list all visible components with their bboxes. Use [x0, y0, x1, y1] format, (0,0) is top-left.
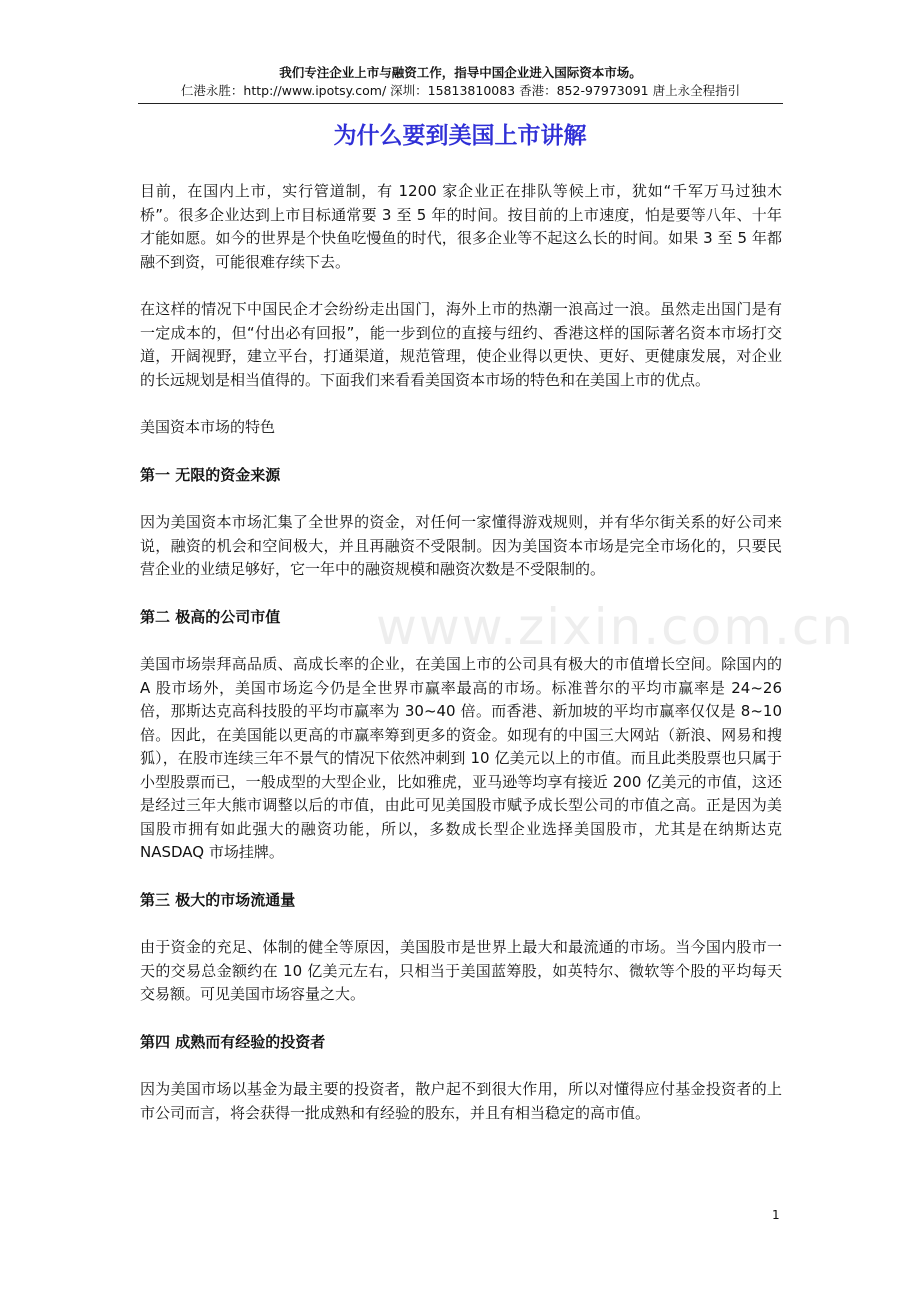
- document-title: 为什么要到美国上市讲解: [333, 123, 587, 149]
- header-tagline: 我们专注企业上市与融资工作，指导中国企业进入国际资本市场。: [279, 65, 642, 80]
- section-heading-2: 第二 极高的公司市值: [140, 607, 281, 626]
- section-body-2: 美国市场崇拜高品质、高成长率的企业，在美国上市的公司具有极大的市值增长空间。除国内的 A 股市场外，美国市场迄今仍是全世界市赢率最高的市场。标准普尔的平均市赢率是 24~26 倍，那斯达克高科技股的平均市赢率为 30~40 倍。而香港、新加坡的平均市赢率仅仅是 8~10 倍。因此，在美国能以更高的市赢率筹到更多的资金。如现有的中国三大网站（新浪、网易和搜狐），在股市连续三年不景气的情况下依然冲刺到 10 亿美元以上的市值。而且此类股票也只属于小型股票而已，一般成型的大型企业，比如雅虎，亚马逊等均享有接近 200 亿美元的市值，这还是经过三年大熊市调整以后的市值，由此可见美国股市赋予成长型公司的市值之高。正是因为美国股市拥有如此强大的融资功能，所以，多数成长型企业选择美国股市，尤其是在纳斯达克 NASDAQ 市场挂牌。: [140, 655, 782, 861]
- document-body: [140, 180, 782, 1149]
- features-heading: 美国资本市场的特色: [140, 418, 276, 436]
- intro-paragraph-2: 在这样的情况下中国民企才会纷纷走出国门，海外上市的热潮一浪高过一浪。虽然走出国门是有一定成本的，但“付出必有回报”，能一步到位的直接与纽约、香港这样的国际著名资本市场打交道，开阔视野，建立平台，打通渠道，规范管理，使企业得以更快、更好、更健康发展，对企业的长远规划是相当值得的。下面我们来看看美国资本市场的特色和在美国上市的优点。: [140, 300, 782, 389]
- section-heading-1: 第一 无限的资金来源: [140, 465, 281, 484]
- intro-paragraph-1: 目前，在国内上市，实行管道制，有 1200 家企业正在排队等候上市，犹如“千军万马过独木桥”。很多企业达到上市目标通常要 3 至 5 年的时间。按目前的上市速度，怕是要等八年、十年才能如愿。如今的世界是个快鱼吃慢鱼的时代，很多企业等不起这么长的时间。如果 3 至 5 年都融不到资，可能很难存续下去。: [140, 182, 782, 271]
- page-number: 1: [772, 1208, 780, 1222]
- header-contact: 仁港永胜：http://www.ipotsy.com/ 深圳：15813810083 香港：852-97973091 唐上永全程指引: [180, 83, 741, 98]
- section-heading-4: 第四 成熟而有经验的投资者: [140, 1032, 326, 1051]
- page-header: [138, 64, 783, 100]
- section-heading-3: 第三 极大的市场流通量: [140, 890, 296, 909]
- section-body-4: 因为美国市场以基金为最主要的投资者，散户起不到很大作用，所以对懂得应付基金投资者的上市公司而言，将会获得一批成熟和有经验的股东，并且有相当稳定的高市值。: [140, 1080, 782, 1122]
- section-body-3: 由于资金的充足、体制的健全等原因，美国股市是世界上最大和最流通的市场。当今国内股市一天的交易总金额约在 10 亿美元左右，只相当于美国蓝筹股，如英特尔、微软等个股的平均每天交易额。可见美国市场容量之大。: [140, 938, 782, 1003]
- header-divider: [138, 103, 783, 104]
- watermark: www.zixin.com.cn: [376, 598, 856, 656]
- section-body-1: 因为美国资本市场汇集了全世界的资金，对任何一家懂得游戏规则，并有华尔街关系的好公司来说，融资的机会和空间极大，并且再融资不受限制。因为美国资本市场是完全市场化的，只要民营企业的业绩足够好，它一年中的融资规模和融资次数是不受限制的。: [140, 513, 782, 578]
